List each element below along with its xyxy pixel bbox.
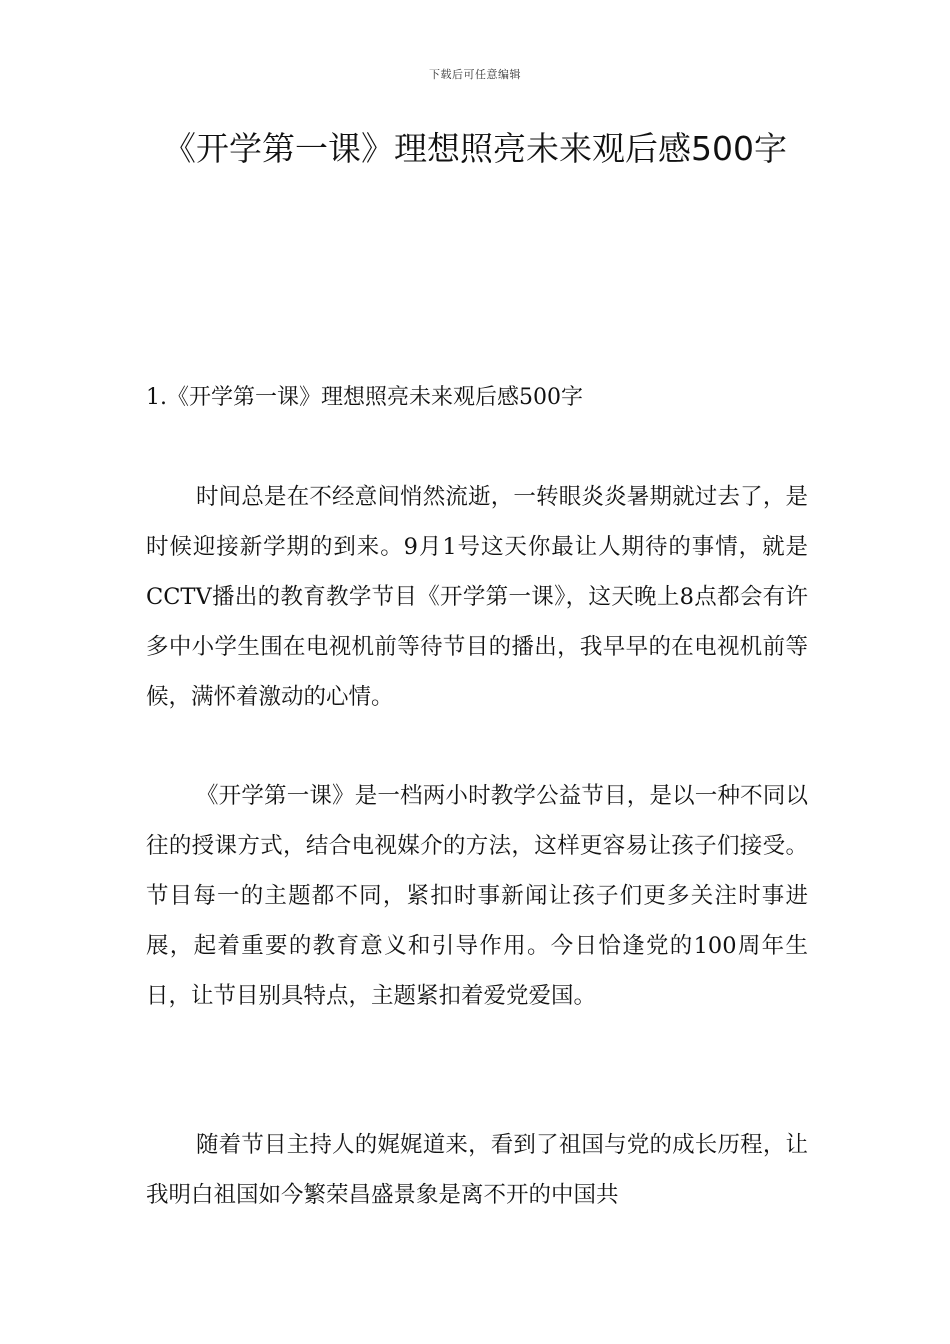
body-paragraph-3: 随着节目主持人的娓娓道来，看到了祖国与党的成长历程，让我明白祖国如今繁荣昌盛景象是离不开的中国共 (146, 1132, 808, 1208)
body-paragraph-1: 时间总是在不经意间悄然流逝，一转眼炎炎暑期就过去了，是时候迎接新学期的到来。9月1号这天你最让人期待的事情，就是CCTV播出的教育教学节目《开学第一课》，这天晚上8点都会有许多中小学生围在电视机前等待节目的播出，我早早的在电视机前等候，满怀着激动的心情。 (146, 484, 808, 710)
section-heading: 1.《开学第一课》理想照亮未来观后感500字 (146, 385, 583, 410)
body-paragraph-2: 《开学第一课》是一档两小时教学公益节目，是以一种不同以往的授课方式，结合电视媒介的方法，这样更容易让孩子们接受。节目每一的主题都不同，紧扣时事新闻让孩子们更多关注时事进展，起着重要的教育意义和引导作用。今日恰逢党的100周年生日，让节目别具特点，主题紧扣着爱党爱国。 (146, 783, 808, 1009)
document-title: 《开学第一课》理想照亮未来观后感500字 (163, 129, 787, 168)
header-note: 下载后可任意编辑 (429, 68, 521, 81)
